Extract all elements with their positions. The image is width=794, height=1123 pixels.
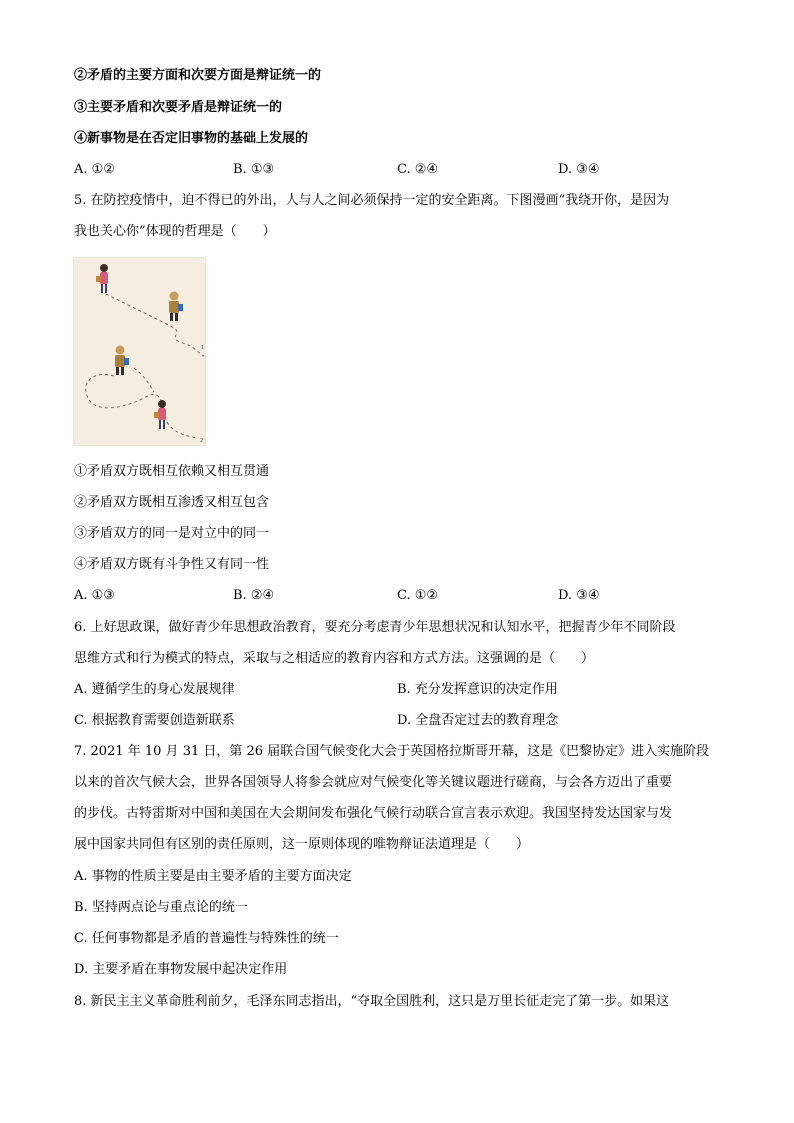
q5-option-c: C. ①② [397,588,439,603]
q4-statement-4: ④新事物是在否定旧事物的基础上发展的 [74,131,309,146]
person-woman-2 [154,400,166,429]
path-2 [86,374,198,438]
q5-stem-line-2: 我也关心你”体现的哲理是（ ） [74,224,276,239]
q4-option-a: A. ①② [74,162,115,177]
q4-option-d: D. ③④ [558,162,600,177]
q4-option-c: C. ②④ [397,162,439,177]
q7-stem-line-4: 展中国家共同但有区别的责任原则，这一原则体现的唯物辩证法道理是（ ） [74,837,530,852]
q5-statement-3: ③矛盾双方的同一是对立中的同一 [74,526,270,541]
q5-stem-line-1: 5. 在防控疫情中，迫不得已的外出，人与人之间必须保持一定的安全距离。下图漫画“我绕开你，是因为 [74,193,670,208]
q7-stem-line-1: 7. 2021 年 10 月 31 日，第 26 届联合国气候变化大会于英国格拉斯哥开幕，这是《巴黎协定》进入实施阶段 [74,744,710,759]
q6-option-a: A. 遵循学生的身心发展规律 [74,682,235,697]
q5-statement-2: ②矛盾双方既相互渗透又相互包含 [74,495,270,510]
q7-stem-line-3: 的步伐。古特雷斯对中国和美国在大会期间发布强化气候行动联合宣言表示欢迎。我国坚持发达国家与发 [74,806,673,821]
q4-statement-2: ②矛盾的主要方面和次要方面是辩证统一的 [74,68,322,83]
q7-option-a: A. 事物的性质主要是由主要矛盾的主要方面决定 [74,869,352,884]
q7-option-b: B. 坚持两点论与重点论的统一 [74,900,248,915]
q6-option-c: C. 根据教育需要创造新联系 [74,713,235,728]
q7-option-c: C. 任何事物都是矛盾的普遍性与特殊性的统一 [74,931,339,946]
q4-statement-3: ③主要矛盾和次要矛盾是辩证统一的 [74,100,283,115]
person-woman-1 [96,264,108,293]
path-mark-2: 2 [200,438,204,444]
q5-statement-1: ①矛盾双方既相互依赖又相互贯通 [74,464,270,479]
path-3 [134,368,154,392]
q6-stem-line-1: 6. 上好思政课，做好青少年思想政治教育，要充分考虑青少年思想状况和认知水平，把握青少年不同阶段 [74,620,676,635]
q5-cartoon [73,257,206,446]
q6-stem-line-2: 思维方式和行为模式的特点，采取与之相适应的教育内容和方式方法。这强调的是（ ） [74,651,595,666]
cartoon-illustration [74,258,205,445]
q7-option-d: D. 主要矛盾在事物发展中起决定作用 [74,962,288,977]
q5-option-d: D. ③④ [558,588,600,603]
q5-option-a: A. ①③ [74,588,115,603]
q6-option-d: D. 全盘否定过去的教育理念 [397,713,559,728]
path-mark-1: 1 [201,345,205,351]
q4-option-b: B. ①③ [233,162,275,177]
q7-stem-line-2: 以来的首次气候大会，世界各国领导人将参会就应对气候变化等关键议题进行磋商，与会各方迈出了重要 [74,775,673,790]
q5-statement-4: ④矛盾双方既有斗争性又有同一性 [74,557,270,572]
q5-option-b: B. ②④ [233,588,275,603]
person-man-1 [169,292,183,322]
q8-stem-line-1: 8. 新民主主义革命胜利前夕，毛泽东同志指出，“夺取全国胜利，这只是万里长征走完了第一步。如果这 [74,994,670,1009]
q6-option-b: B. 充分发挥意识的决定作用 [397,682,558,697]
person-man-2 [115,346,129,376]
